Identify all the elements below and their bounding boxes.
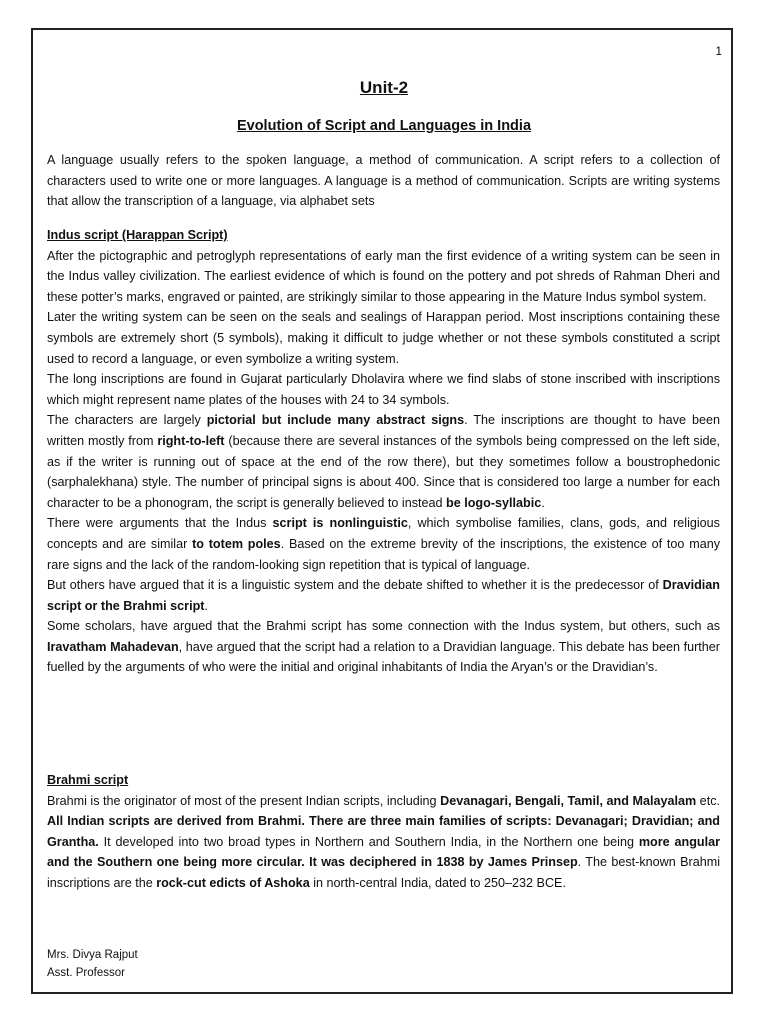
indus-paragraph-6: But others have argued that it is a linguistic system and the debate shifted to whether it is the predecessor of Dravidian script or the Brahmi script. [47, 578, 720, 613]
indus-paragraph-2: Later the writing system can be seen on the seals and sealings of Harappan period. Most inscriptions containing these symbols are extremely short (5 symbols), making it difficult to judge whether or not these symbols constituted a script used to record a language, or even symbolize a writing system. [47, 310, 720, 366]
indus-paragraph-5: There were arguments that the Indus script is nonlinguistic, which symbolise families, clans, gods, and religious concepts and are similar to totem poles. Based on the extreme brevity of the inscriptions, the existence of too many rare signs and the lack of the random-looking sign repetition that is typical of language. [47, 516, 720, 572]
indus-heading: Indus script (Harappan Script) [47, 228, 228, 242]
indus-paragraph-7: Some scholars, have argued that the Brahmi script has some connection with the Indus system, but others, such as Iravatham Mahadevan, have argued that the script had a relation to a Dravidian language. This debate has been further fuelled by the arguments of who were the initial and original inhabitants of India the Aryan’s or the Dravidian’s. [47, 619, 720, 675]
author-title: Asst. Professor [47, 967, 125, 979]
intro-paragraph: A language usually refers to the spoken language, a method of communication. A script refers to a collection of characters used to write one or more languages. A language is a method of communication. Scripts are writing systems that allow the transcription of a language, via alphabet sets [47, 153, 720, 209]
indus-section [47, 225, 720, 678]
document-title: Evolution of Script and Languages in India [236, 118, 532, 134]
indus-paragraph-3: The long inscriptions are found in Gujarat particularly Dholavira where we find slabs of stone inscribed with inscriptions which might represent name plates of the houses with 24 to 34 symbols. [47, 372, 720, 407]
page-number: 1 [715, 44, 722, 58]
author-name: Mrs. Divya Rajput [47, 949, 138, 961]
indus-paragraph-1: After the pictographic and petroglyph representations of early man the first evidence of a writing system can be seen in the Indus valley civilization. The earliest evidence of which is found on the pottery and pot shreds of Rahman Dheri and these potter’s marks, engraved or painted, are strikingly similar to those appearing in the Mature Indus symbol system. [47, 248, 720, 304]
brahmi-paragraph-1: Brahmi is the originator of most of the present Indian scripts, including Devanagari, Bengali, Tamil, and Malayalam etc. All Indian scripts are derived from Brahmi. There are three main families of scripts: Devanagari; Dravidian; and Grantha. It developed into two broad types in Northern and Southern India, in the Northern one being more angular and the Southern one being more circular. It was deciphered in 1838 by James Prinsep. The best-known Brahmi inscriptions are the rock-cut edicts of Ashoka in north-central India, dated to 250–232 BCE. [47, 793, 720, 890]
unit-title: Unit-2 [359, 78, 409, 97]
intro-section [47, 150, 720, 212]
brahmi-heading: Brahmi script [47, 773, 129, 787]
brahmi-section [47, 770, 720, 894]
author-block [47, 946, 138, 982]
indus-paragraph-4: The characters are largely pictorial but include many abstract signs. The inscriptions are thought to have been written mostly from right-to-left (because there are several instances of the symbols being compressed on the left side, as if the writer is running out of space at the end of the row there), but they sometimes follow a boustrophedonic (sarphalekhana) style. The number of principal signs is about 400. Since that is considered too large a number for each character to be a phonogram, the script is generally believed to instead be logo-syllabic. [47, 413, 720, 510]
